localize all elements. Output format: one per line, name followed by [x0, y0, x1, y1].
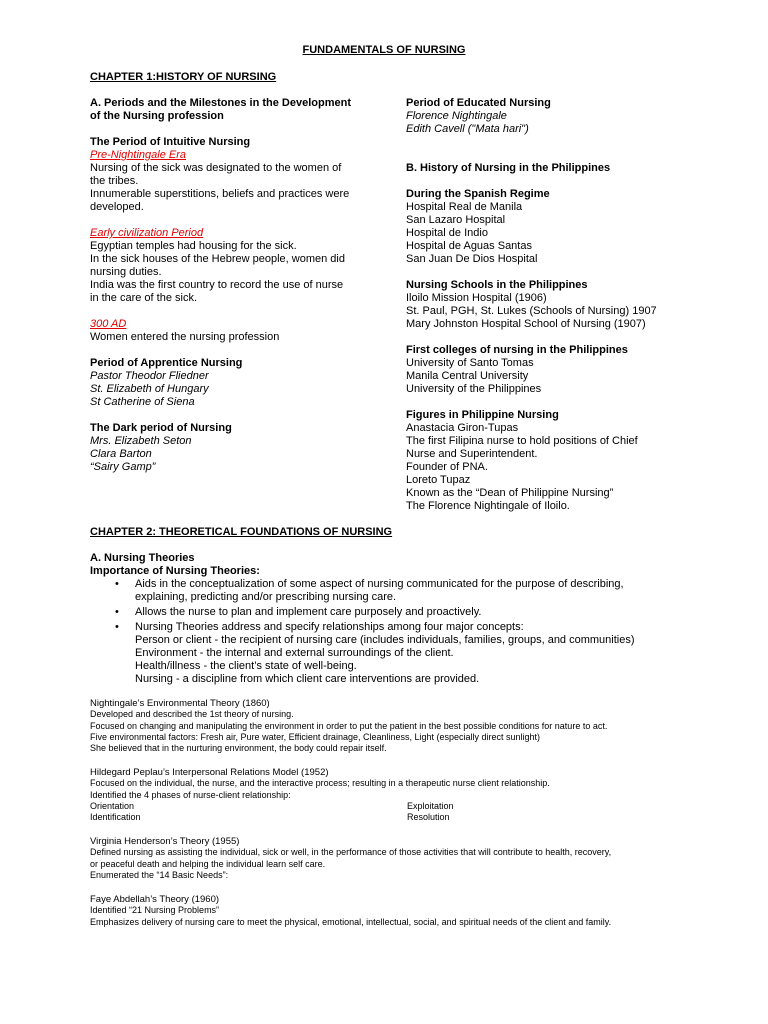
school-item: Iloilo Mission Hospital (1906): [406, 292, 547, 304]
theory-title: Virginia Henderson’s Theory (1955): [90, 836, 240, 847]
apprentice-name: Pastor Theodor Fliedner: [90, 370, 209, 382]
apprentice-heading: Period of Apprentice Nursing: [90, 357, 243, 369]
educated-heading: Period of Educated Nursing: [406, 97, 551, 109]
college-item: Manila Central University: [406, 370, 529, 382]
theory-title: Faye Abdellah’s Theory (1960): [90, 894, 220, 905]
phase-orientation: Orientation: [90, 800, 135, 811]
spanish-regime-heading: During the Spanish Regime: [406, 188, 550, 200]
theory-line: Enumerated the “14 Basic Needs”:: [90, 869, 229, 880]
phase-exploitation: Exploitation: [407, 800, 454, 811]
bullet-text: explaining, predicting and/or prescribing nursing care.: [135, 591, 397, 603]
pre-line: Nursing of the sick was designated to the women of: [90, 162, 342, 174]
list-item: [111, 606, 635, 619]
left-column: [90, 97, 351, 474]
theory-line: Focused on the individual, the nurse, and the interactive process; resulting in a therapeutic nurse client relationship.: [90, 778, 550, 789]
theory-line: or peaceful death and helping the individual learn self care.: [90, 858, 326, 869]
list-item: [111, 578, 635, 604]
pre-line: developed.: [90, 201, 144, 213]
school-item: St. Paul, PGH, St. Lukes (Schools of Nursing) 1907: [406, 305, 657, 317]
theory-line: Defined nursing as assisting the individual, sick or well, in the performance of those activities that will contribute to health, recovery,: [90, 847, 612, 858]
dark-period-heading: The Dark period of Nursing: [90, 422, 232, 434]
dark-period-name: Clara Barton: [90, 448, 152, 460]
early-line: Egyptian temples had housing for the sick.: [90, 240, 297, 252]
theory-title: Hildegard Peplau’s Interpersonal Relations Model (1952): [90, 767, 329, 778]
spanish-item: San Lazaro Hospital: [406, 214, 506, 226]
bullet-text: Allows the nurse to plan and implement care purposely and proactively.: [135, 606, 482, 618]
section-b-heading: B. History of Nursing in the Philippines: [406, 162, 611, 174]
theory-line: Developed and described the 1st theory of nursing.: [90, 709, 294, 720]
spanish-item: San Juan De Dios Hospital: [406, 253, 538, 265]
early-civilization-era: Early civilization Period: [90, 227, 204, 239]
phase-row: [90, 812, 690, 823]
colleges-heading: First colleges of nursing in the Philippines: [406, 344, 628, 356]
chapter-2-title: CHAPTER 2: THEORETICAL FOUNDATIONS OF NURSING: [90, 526, 393, 538]
pre-line: Innumerable superstitions, beliefs and practices were: [90, 188, 350, 200]
theory-title: Nightingale’s Environmental Theory (1860): [90, 698, 270, 709]
phase-resolution: Resolution: [407, 812, 450, 823]
list-item: [111, 621, 635, 686]
nightingale-theory: [90, 698, 607, 754]
phase-identification: Identification: [90, 812, 141, 823]
right-column: [406, 97, 657, 513]
importance-heading: Importance of Nursing Theories:: [90, 565, 260, 577]
theory-line: Emphasizes delivery of nursing care to meet the physical, emotional, intellectual, social, and spiritual needs of the client and family.: [90, 916, 612, 927]
section-a-heading-line2: of the Nursing profession: [90, 110, 224, 122]
theory-line: Focused on changing and manipulating the environment in order to put the patient in the best possible conditions for nature to act.: [90, 720, 608, 731]
document-title: FUNDAMENTALS OF NURSING: [302, 44, 466, 56]
spanish-item: Hospital de Aguas Santas: [406, 240, 532, 252]
educated-name: Edith Cavell ("Mata hari"): [406, 123, 529, 135]
phase-row: [90, 801, 690, 812]
concept-line: Nursing - a discipline from which client care interventions are provided.: [135, 673, 480, 685]
chapter-1-title: CHAPTER 1:HISTORY OF NURSING: [90, 71, 277, 83]
dark-period-name: Mrs. Elizabeth Seton: [90, 435, 192, 447]
bullet-icon: •: [115, 621, 119, 633]
apprentice-name: St Catherine of Siena: [90, 396, 195, 408]
figure-item: Loreto Tupaz: [406, 474, 471, 486]
schools-heading: Nursing Schools in the Philippines: [406, 279, 588, 291]
theory-line: Five environmental factors: Fresh air, Pure water, Efficient drainage, Cleanliness, Light (especially direct sunlight): [90, 731, 541, 742]
concept-line: Health/illness - the client’s state of well-being.: [135, 660, 357, 672]
pre-line: the tribes.: [90, 175, 139, 187]
early-line: nursing duties.: [90, 266, 162, 278]
nursing-theories-heading: A. Nursing Theories: [90, 552, 195, 564]
figures-heading: Figures in Philippine Nursing: [406, 409, 559, 421]
figure-item: Anastacia Giron-Tupas: [406, 422, 519, 434]
figure-item: The first Filipina nurse to hold positions of Chief: [406, 435, 638, 447]
concept-line: Person or client - the recipient of nursing care (includes individuals, families, groups, and communities): [135, 634, 635, 646]
300-ad-era: 300 AD: [90, 318, 127, 330]
abdellah-theory: [90, 894, 611, 928]
bullet-text: Aids in the conceptualization of some aspect of nursing communicated for the purpose of describing,: [135, 578, 624, 590]
figure-item: The Florence Nightingale of Iloilo.: [406, 500, 570, 512]
college-item: University of Santo Tomas: [406, 357, 534, 369]
ad-line: Women entered the nursing profession: [90, 331, 280, 343]
bullet-icon: •: [115, 606, 119, 618]
bullet-text: Nursing Theories address and specify relationships among four major concepts:: [135, 621, 524, 633]
peplau-theory: [90, 767, 690, 823]
apprentice-name: St. Elizabeth of Hungary: [90, 383, 209, 395]
theory-line: Identified “21 Nursing Problems”: [90, 905, 220, 916]
bullet-icon: •: [115, 578, 119, 590]
theory-line: She believed that in the nurturing environment, the body could repair itself.: [90, 743, 387, 754]
school-item: Mary Johnston Hospital School of Nursing (1907): [406, 318, 646, 330]
early-line: India was the first country to record the use of nurse: [90, 279, 344, 291]
figure-item: Nurse and Superintendent.: [406, 448, 538, 460]
nursing-theories-header: [90, 552, 260, 578]
pre-nightingale-era: Pre-Nightingale Era: [90, 149, 186, 161]
dark-period-name: “Sairy Gamp”: [90, 461, 156, 473]
figure-item: Founder of PNA.: [406, 461, 488, 473]
figure-item: Known as the “Dean of Philippine Nursing”: [406, 487, 614, 499]
henderson-theory: [90, 836, 611, 881]
theory-line: Identified the 4 phases of nurse-client relationship:: [90, 789, 291, 800]
intuitive-heading: The Period of Intuitive Nursing: [90, 136, 251, 148]
importance-list: [111, 578, 635, 688]
concept-line: Environment - the internal and external surroundings of the client.: [135, 647, 454, 659]
spanish-item: Hospital de Indio: [406, 227, 488, 239]
early-line: in the care of the sick.: [90, 292, 197, 304]
section-a-heading-line1: A. Periods and the Milestones in the Development: [90, 97, 351, 109]
spanish-item: Hospital Real de Manila: [406, 201, 523, 213]
early-line: In the sick houses of the Hebrew people, women did: [90, 253, 345, 265]
college-item: University of the Philippines: [406, 383, 542, 395]
educated-name: Florence Nightingale: [406, 110, 507, 122]
